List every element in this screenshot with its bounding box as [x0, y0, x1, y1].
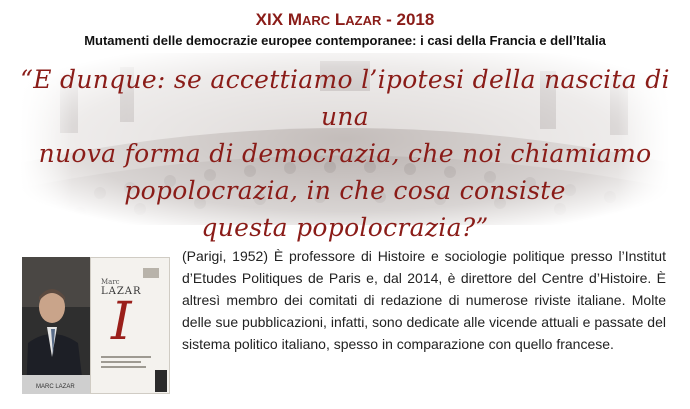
quote-line: popolocrazia, in che cosa consiste [124, 176, 566, 205]
title-name: MARC LAZAR [287, 10, 382, 29]
biography-text: (Parigi, 1952) È professore di Histoire e sociologie politique presso l’Institut d’Etudes Politiques de Paris e, dal 2014, è direttore del Centre d’Histoire. È altresì membro dei comitati di redazione di numerose riviste italiane. Molte delle sue pubblicazioni, infatti, sono dedicate alle vicende attuali e passate del sistema politico italiano, spesso in comparazione con quello francese. [182, 248, 666, 352]
speaker-photo [22, 257, 90, 394]
nameplate-text: MARC LAZAR [36, 384, 75, 390]
page-subtitle: Mutamenti delle democrazie europee contemporanee: i casi della Francia e dell’Italia [84, 33, 606, 48]
quote-line: nuova forma di democrazia, che noi chiamiamo [38, 139, 652, 168]
quote-line: “E dunque: se accettiamo l’ipotesi della nascita di una [20, 65, 670, 131]
book-cover [90, 257, 170, 394]
page-title [0, 10, 690, 31]
title-year: - 2018 [381, 10, 435, 29]
title-roman: XIX [255, 10, 284, 29]
book-author: Marc LAZAR [101, 278, 142, 297]
book-numeral: I [111, 292, 132, 352]
quote-line: questa popolocrazia?” [201, 213, 489, 242]
speaker-portrait-image [22, 257, 90, 394]
quote-text [20, 61, 670, 246]
quote-banner [20, 53, 670, 242]
book-cover-decor [91, 258, 171, 395]
